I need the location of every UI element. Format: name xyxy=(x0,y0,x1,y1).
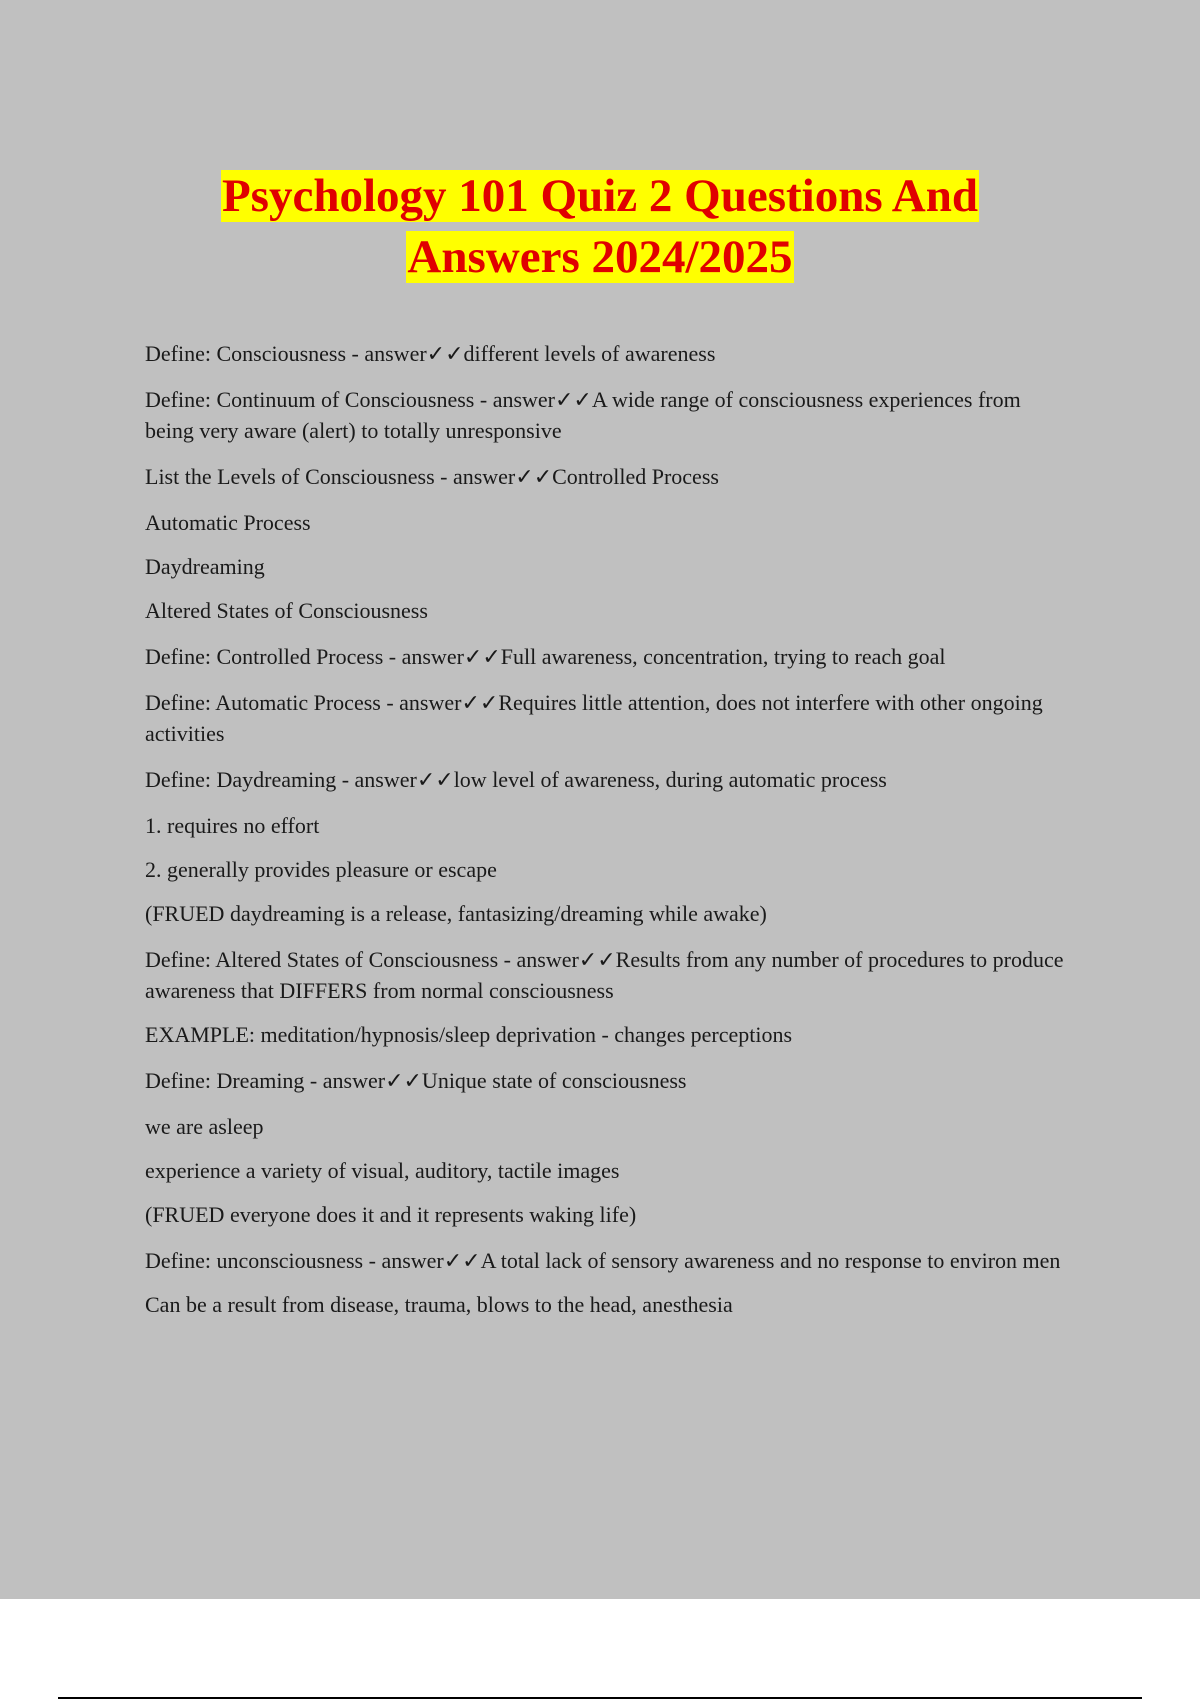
qa-list xyxy=(145,338,1075,1320)
qa-line: Define: Consciousness - answer✓✓different levels of awareness xyxy=(145,341,716,366)
qa-line: Define: Altered States of Consciousness - answer✓✓Results from any number of procedures to produce awareness that DIFFERS from normal consciousness xyxy=(145,947,1069,1003)
document-title-line-2: Answers 2024/2025 xyxy=(407,231,793,283)
qa-line: (FRUED daydreaming is a release, fantasizing/dreaming while awake) xyxy=(145,901,767,926)
qa-line: Define: Controlled Process - answer✓✓Full awareness, concentration, trying to reach goal xyxy=(145,644,946,669)
qa-line: Define: Automatic Process - answer✓✓Requires little attention, does not interfere with other ongoing activities xyxy=(145,690,1049,746)
qa-line: Define: Continuum of Consciousness - answer✓✓A wide range of consciousness experiences from being very aware (alert) to totally unresponsive xyxy=(145,387,1027,443)
qa-line: Define: Daydreaming - answer✓✓low level of awareness, during automatic process xyxy=(145,767,887,792)
document-title-line-1: Psychology 101 Quiz 2 Questions And xyxy=(221,170,979,222)
footer-divider xyxy=(58,1697,1142,1699)
document-title xyxy=(0,166,1200,288)
qa-line: experience a variety of visual, auditory, tactile images xyxy=(145,1158,620,1183)
qa-line: Define: unconsciousness - answer✓✓A total lack of sensory awareness and no response to environ men xyxy=(145,1248,1061,1273)
qa-line: Automatic Process xyxy=(145,510,311,535)
qa-line: List the Levels of Consciousness - answer✓✓Controlled Process xyxy=(145,464,719,489)
qa-line: Define: Dreaming - answer✓✓Unique state of consciousness xyxy=(145,1068,687,1093)
qa-line: 1. requires no effort xyxy=(145,813,320,838)
qa-line: we are asleep xyxy=(145,1114,264,1139)
qa-line: EXAMPLE: meditation/hypnosis/sleep deprivation - changes perceptions xyxy=(145,1022,793,1047)
qa-line: 2. generally provides pleasure or escape xyxy=(145,857,497,882)
qa-line: (FRUED everyone does it and it represents waking life) xyxy=(145,1202,637,1227)
qa-line: Altered States of Consciousness xyxy=(145,598,428,623)
qa-line: Daydreaming xyxy=(145,554,265,579)
qa-line: Can be a result from disease, trauma, blows to the head, anesthesia xyxy=(145,1292,733,1317)
